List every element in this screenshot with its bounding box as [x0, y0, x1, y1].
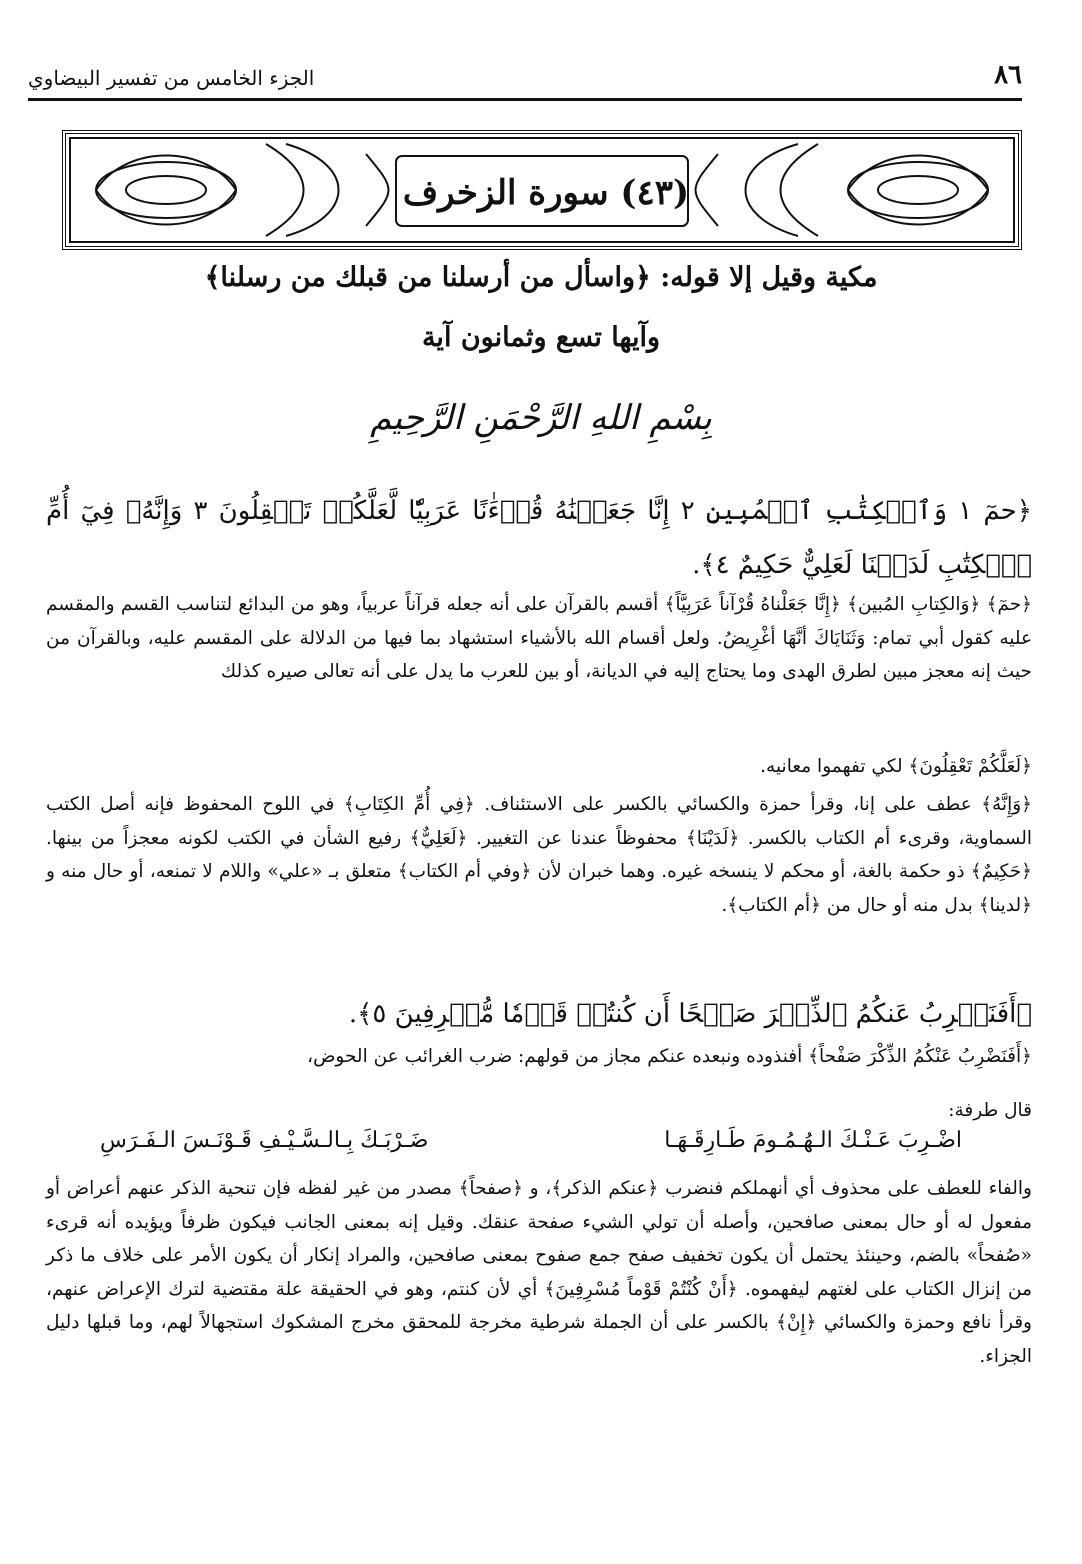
- header-rule: [28, 98, 1022, 101]
- commentary-paragraph: والفاء للعطف على محذوف أي أنهملكم فنضرب ﴿عنكم الذكر﴾، و ﴿صفحاً﴾ مصدر من غير لفظه فإن تنحية الذكر عنهم أعراض أو مفعول له أو حال بمعنى صافحين، وأصله أن تولي الشيء صفحة عنقك. وقيل إنه بمعنى الجانب فيكون ظرفاً ويؤيده أنه قرىء «صُفحاً» بالضم، وحينئذ يحتمل أن يكون تخفيف صفح جمع صفوح بمعنى صافحين، والمراد إنكار أن يكون الأمر على خلاف ما ذكر من إنزال الكتاب على لغتهم ليفهموه. ﴿أَنْ كُنْتُمْ قَوْماً مُسْرِفِينَ﴾ أي لأن كنتم، وهو في الحقيقة علة مقتضية لترك الإعراض عنهم، وقرأ نافع وحمزة والكسائي ﴿إِنْ﴾ بالكسر على أن الجملة شرطية مخرجة للمحقق مخرج المشكوك استجهالاً لهم، وما قبلها دليل الجزاء.: [46, 1178, 1032, 1367]
- commentary-paragraph: ﴿وَإِنَّهُ﴾ عطف على إنا، وقرأ حمزة والكسائي بالكسر على الاستئناف. ﴿فِي أُمِّ الكِتَابِ﴾ في اللوح المحفوظ فإنه أصل الكتب السماوية، وقرىء أم الكتاب بالكسر. ﴿لَدَيْنَا﴾ محفوظاً عندنا عن التغيير. ﴿لَعَلِيٌّ﴾ رفيع الشأن في الكتب لكونه معجزاً من بينها. ﴿حَكِيمٌ﴾ ذو حكمة بالغة، أو محكم لا ينسخه غيره. وهما خبران لأن ﴿وفي أم الكتاب﴾ متعلق بـ «علي» واللام لا تمنعه، أو حال منه و ﴿لدينا﴾ بدل منه أو حال من ﴿أم الكتاب﴾.: [46, 794, 1032, 916]
- quran-verse-5: ﴿أَفَنَضۡرِبُ عَنكُمُ ٱلذِّكۡرَ صَفۡحًا أَن كُنتُمۡ قَوۡمٗا مُّسۡرِفِينَ ٥﴾.: [348, 999, 1032, 1029]
- quran-verses-1-4: ﴿حمٓ ١ وَٱلۡكِتَٰبِ ٱلۡمُبِينِ ٢ إِنَّا جَعَلۡنَٰهُ قُرۡءَٰنًا عَرَبِيّٗا لَّعَلَّكُمۡ تَعۡقِلُونَ ٣ وَإِنَّهُۥ فِيٓ أُمِّ ٱلۡكِتَٰبِ لَدَيۡنَا لَعَلِيٌّ حَكِيمٌ ٤﴾.: [46, 496, 1032, 580]
- basmala: بِسْمِ اللهِ الرَّحْمَنِ الرَّحِيمِ: [370, 398, 712, 438]
- poetry-verse: [100, 1128, 962, 1153]
- revelation-note: مكية وقيل إلا قوله: ﴿واسأل من أرسلنا من قبلك من رسلنا﴾: [204, 262, 878, 293]
- surah-banner: [62, 130, 1022, 250]
- commentary-paragraph: ﴿حمٓ﴾ ﴿وَالكِتابِ المُبين﴾ ﴿إِنَّا جَعَلْناهُ قُرْآناً عَرَبِيَّاً﴾ أقسم بالقرآن على أنه جعله قرآناً عربياً، وهو من البدائع لتناسب القسم والمقسم عليه كقول أبي تمام: وَثَنَايَاكَ أنَّهَا أغْرِيضُ. ولعل أقسام الله بالأشياء استشهاد بما فيها من الدلالة على المقسم عليه، وبالقرآن من حيث إنه معجز مبين لطرق الهدى وما يحتاج إليه في الديانة، أو بين للعرب ما يدل على أنه تعالى صيره كذلك: [46, 594, 1032, 682]
- commentary-paragraph: ﴿لَعَلَّكُمْ تَعْقِلُونَ﴾ لكي تفهموا معانيه.: [760, 756, 1032, 777]
- running-title: الجزء الخامس من تفسير البيضاوي: [28, 66, 315, 90]
- surah-title: (٤٣) سورة الزخرف: [402, 173, 690, 213]
- running-header: [28, 50, 1022, 90]
- commentary-paragraph: ﴿أَفَنَضْرِبُ عَنْكُمُ الذِّكْرَ صَفْحاً﴾ أفنذوده ونبعده عنكم مجاز من قولهم: ضرب الغرائب عن الحوض،: [307, 1046, 1032, 1067]
- poem-first-hemistich: اضْـرِبَ عَـنْـكَ الـهُـمُـومَ طَـارِقَـهَـا: [664, 1128, 962, 1153]
- poem-second-hemistich: ضَـرْبَـكَ بِـالـسَّـيْـفِ قَـوْنَـسَ الـفَـرَسِ: [100, 1128, 429, 1153]
- commentary-paragraph: قال طرفة:: [948, 1100, 1032, 1121]
- page-number: ٨٦: [994, 60, 1022, 90]
- verse-count: وآيها تسع وثمانون آية: [421, 322, 661, 353]
